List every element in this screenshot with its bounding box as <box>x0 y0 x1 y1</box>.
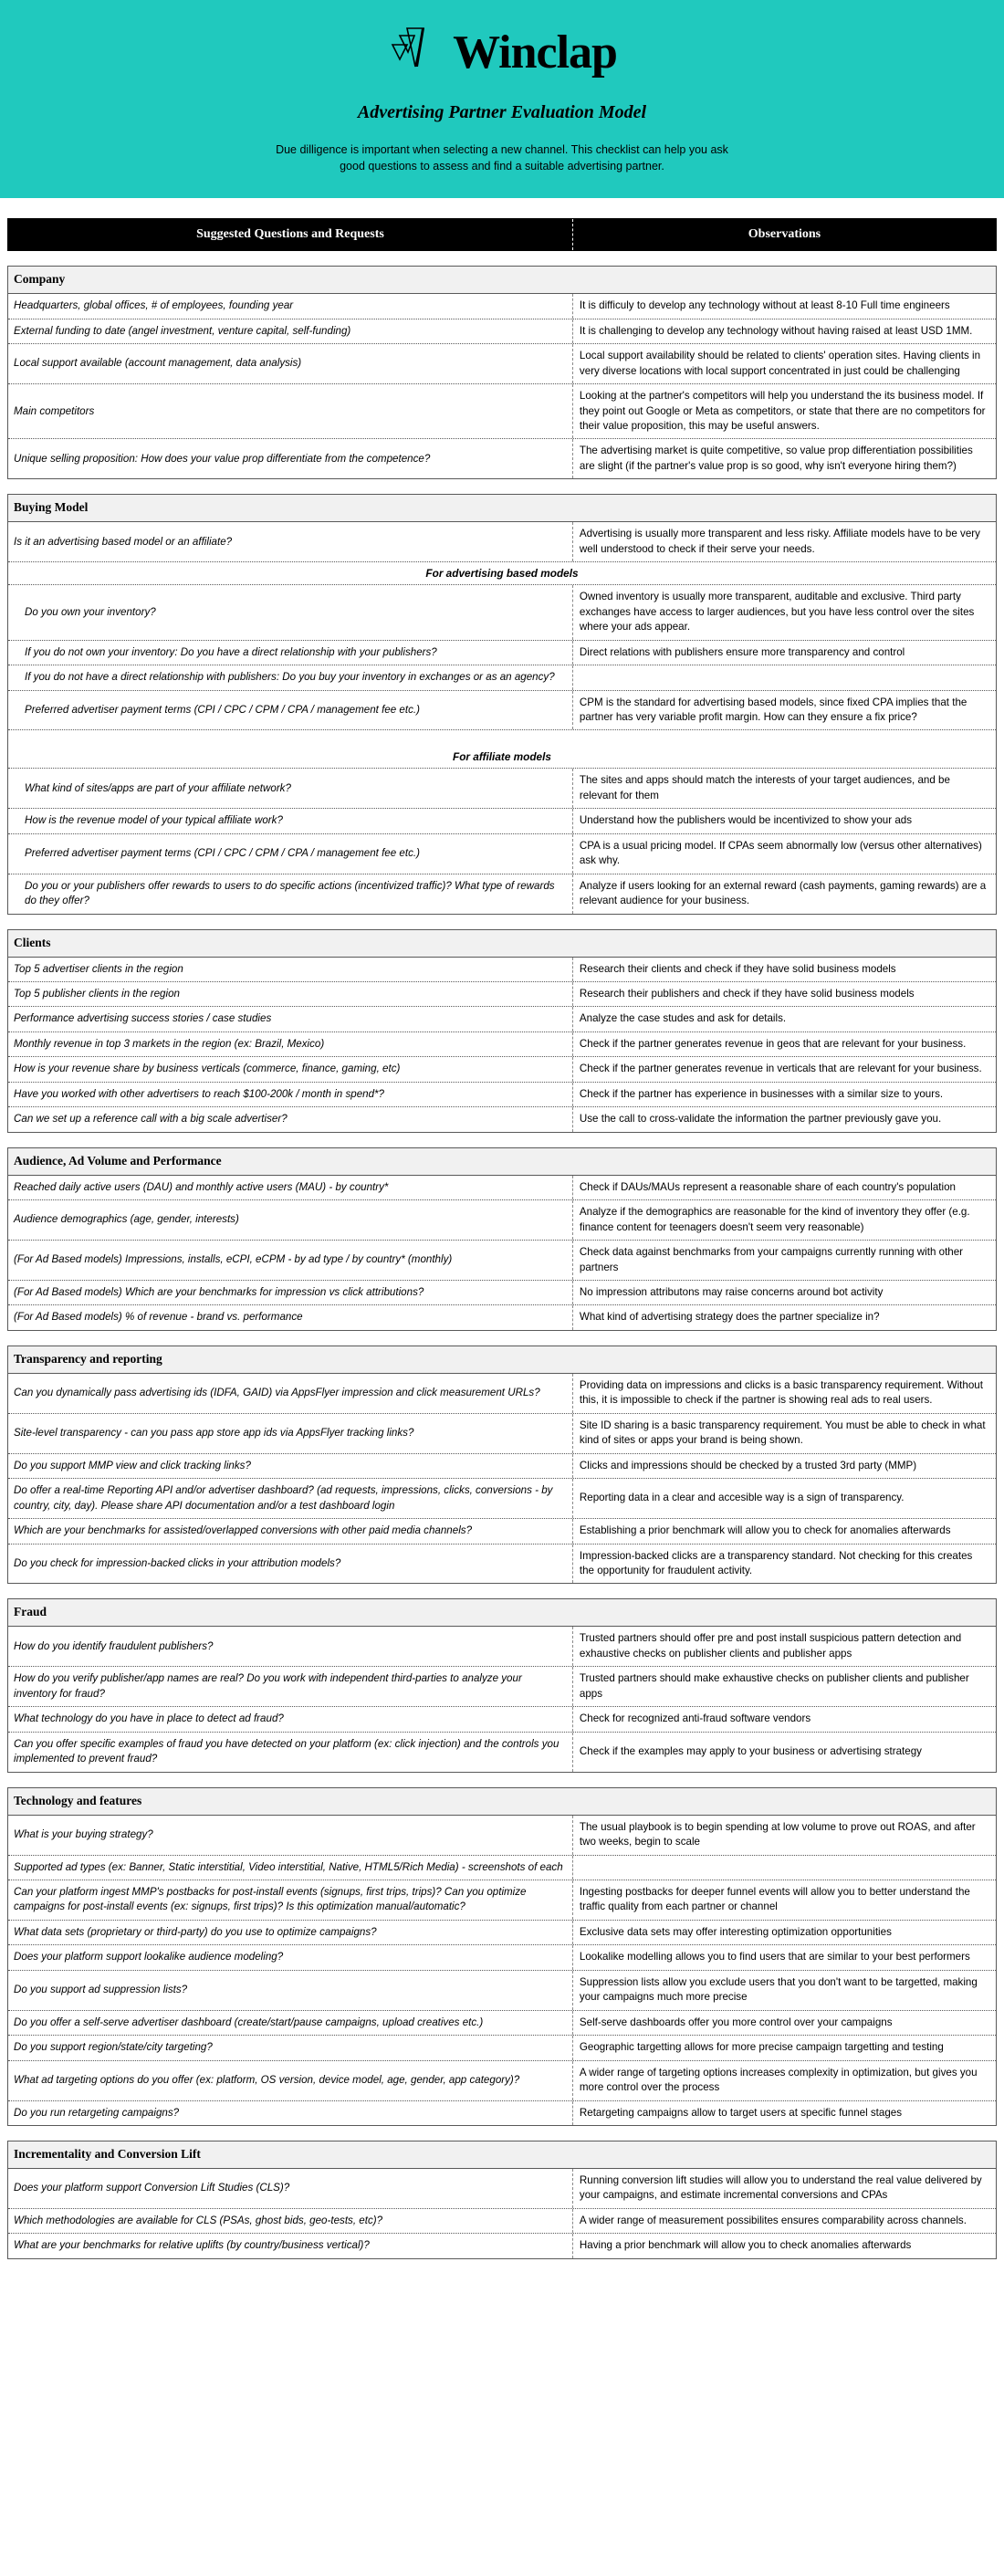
observation-cell: Geographic targetting allows for more precise campaign targetting and testing <box>579 2041 944 2054</box>
observation-cell: It is difficuly to develop any technology without at least 8-10 Full time engineers <box>579 299 950 312</box>
question-cell: Do you support region/state/city targeting? <box>8 2036 573 2059</box>
question-cell: What is your buying strategy? <box>8 1816 573 1855</box>
question-cell: Does your platform support lookalike audience modeling? <box>8 1945 573 1969</box>
table-row <box>8 1945 996 1970</box>
question-cell: Does your platform support Conversion Lift Studies (CLS)? <box>8 2169 573 2208</box>
question-cell: What data sets (proprietary or third-party) do you use to optimize campaigns? <box>8 1921 573 1944</box>
observation-cell: Analyze the case studes and ask for details. <box>579 1012 787 1025</box>
table-row <box>8 2101 996 2125</box>
question-cell: Performance advertising success stories / case studies <box>8 1007 573 1031</box>
observation-cell: Self-serve dashboards offer you more control over your campaigns <box>579 2016 893 2028</box>
question-cell: Can you offer specific examples of fraud you have detected on your platform (ex: click injection) and the controls you implemented to prevent fraud? <box>8 1733 573 1772</box>
observation-cell: Check data against benchmarks from your campaigns currently running with other partners <box>579 1246 964 1273</box>
checklist-section <box>7 1598 997 1772</box>
table-row <box>8 769 996 809</box>
question-cell: Do you support ad suppression lists? <box>8 1971 573 2010</box>
question-cell: Do offer a real-time Reporting API and/or advertiser dashboard? (ad requests, impressions, clicks, conversions - by country, city, day). Please share API documentation and/or a test dashboard login <box>8 1479 573 1518</box>
table-row <box>8 344 996 384</box>
question-cell: What kind of sites/apps are part of your affiliate network? <box>8 769 573 808</box>
table-row <box>8 1733 996 1772</box>
observation-cell <box>573 1856 996 1880</box>
section-subheading: For affiliate models <box>8 730 996 769</box>
observation-cell: Analyze if users looking for an external reward (cash payments, gaming rewards) are a relevant audience for your business. <box>579 879 987 907</box>
observation-cell: Running conversion lift studies will allow you to understand the real value delivered by your campaigns, and estimate incremental conversions and CPAs <box>579 2173 982 2202</box>
observation-cell: Analyze if the demographics are reasonable for the kind of inventory they offer (e.g. finance content for teenagers doesn't seem very reasonable) <box>579 1206 970 1233</box>
observation-cell: Suppression lists allow you exclude users that you don't want to be targetted, making your campaigns much more precise <box>579 1975 978 2004</box>
table-row <box>8 2011 996 2036</box>
question-cell: Audience demographics (age, gender, interests) <box>8 1200 573 1240</box>
table-row <box>8 1007 996 1031</box>
question-cell: Monthly revenue in top 3 markets in the region (ex: Brazil, Mexico) <box>8 1032 573 1056</box>
table-row <box>8 641 996 665</box>
observation-cell: Trusted partners should offer pre and post install suspicious pattern detection and exhaustive checks on publisher clients and publisher apps <box>579 1632 962 1660</box>
table-row <box>8 1880 996 1921</box>
observation-cell: Retargeting campaigns allow to target users at specific funnel stages <box>579 2106 903 2119</box>
question-cell: Do you check for impression-backed clicks in your attribution models? <box>8 1545 573 1584</box>
question-cell: What technology do you have in place to detect ad fraud? <box>8 1707 573 1731</box>
observation-cell: Clicks and impressions should be checked by a trusted 3rd party (MMP) <box>579 1459 917 1471</box>
observation-cell: Research their publishers and check if they have solid business models <box>579 988 915 1000</box>
table-row <box>8 1241 996 1281</box>
observation-cell: Understand how the publishers would be incentivized to show your ads <box>579 814 913 827</box>
section-subheading: For advertising based models <box>8 562 996 585</box>
question-cell: Do you offer a self-serve advertiser dashboard (create/start/pause campaigns, upload creatives etc.) <box>8 2011 573 2035</box>
question-cell: Can your platform ingest MMP's postbacks for post-install events (signups, first trips, trips)? Can you optimize campaigns for post-install events (ex: signups, first trips)? Is this optimization manual/automatic? <box>8 1880 573 1920</box>
table-row <box>8 1305 996 1329</box>
table-row <box>8 1519 996 1544</box>
column-header-questions: Suggested Questions and Requests <box>8 219 573 250</box>
table-row <box>8 665 996 690</box>
table-row <box>8 2061 996 2101</box>
table-row <box>8 1971 996 2011</box>
table-row <box>8 1057 996 1082</box>
table-row <box>8 1667 996 1707</box>
table-row <box>8 1107 996 1131</box>
observation-cell: Research their clients and check if they have solid business models <box>579 962 896 975</box>
table-row <box>8 1545 996 1584</box>
question-cell: Do you or your publishers offer rewards to users to do specific actions (incentivized traffic)? What type of rewards do they offer? <box>8 874 573 914</box>
observation-cell: Ingesting postbacks for deeper funnel events will allow you to better understand the traffic quality from each partner or channel <box>579 1885 970 1913</box>
checklist-section <box>7 1147 997 1331</box>
question-cell: What are your benchmarks for relative uplifts (by country/business vertical)? <box>8 2234 573 2257</box>
section-title: Transparency and reporting <box>8 1346 996 1374</box>
section-title: Company <box>8 267 996 294</box>
observation-cell: Check for recognized anti-fraud software vendors <box>579 1712 811 1725</box>
section-title: Buying Model <box>8 495 996 522</box>
page-subtitle-line-2: good questions to assess and find a suitable advertising partner. <box>340 160 664 173</box>
observation-cell: A wider range of targeting options increases complexity in optimization, but gives you more control over the process <box>579 2066 978 2094</box>
observation-cell: Check if the partner has experience in businesses with a similar size to yours. <box>579 1087 944 1100</box>
checklist-section <box>7 2141 997 2259</box>
observation-cell: Reporting data in a clear and accesible way is a sign of transparency. <box>579 1492 905 1504</box>
question-cell: Supported ad types (ex: Banner, Static interstitial, Video interstitial, Native, HTML5/Rich Media) - screenshots of each <box>8 1856 573 1880</box>
observation-cell: Owned inventory is usually more transparent, auditable and exclusive. Third party exchanges have access to larger audiences, but you have less control over the sites where your ads appear. <box>579 591 975 634</box>
observation-cell: Site ID sharing is a basic transparency requirement. You must be able to check in what kind of sites or apps your brand is being shown. <box>579 1419 986 1447</box>
observation-cell: Check if DAUs/MAUs represent a reasonable share of each country's population <box>579 1180 956 1193</box>
page-subtitle <box>173 141 831 174</box>
checklist-section <box>7 929 997 1133</box>
observation-cell: It is challenging to develop any technology without having raised at least USD 1MM. <box>579 324 973 337</box>
observation-cell: The advertising market is quite competitive, so value prop differentiation possibilities are slight (if the partner's value prop is so good, why isn't everyone hiring them?) <box>579 445 973 472</box>
brand-wordmark: Winclap <box>453 26 617 79</box>
observation-cell: Check if the examples may apply to your business or advertising strategy <box>579 1744 922 1757</box>
question-cell: Which are your benchmarks for assisted/overlapped conversions with other paid media channels? <box>8 1519 573 1543</box>
table-row <box>8 585 996 640</box>
question-cell: Headquarters, global offices, # of employees, founding year <box>8 294 573 318</box>
question-cell: (For Ad Based models) Which are your benchmarks for impression vs click attributions? <box>8 1281 573 1304</box>
checklist-section <box>7 1346 997 1585</box>
question-cell: How is your revenue share by business verticals (commerce, finance, gaming, etc) <box>8 1057 573 1081</box>
question-cell: Preferred advertiser payment terms (CPI / CPC / CPM / CPA / management fee etc.) <box>8 691 573 730</box>
table-column-header <box>7 218 997 251</box>
observation-cell: Advertising is usually more transparent and less risky. Affiliate models have to be very well understood to check if their serve your needs. <box>579 528 980 555</box>
table-row <box>8 439 996 478</box>
question-cell: How do you verify publisher/app names are real? Do you work with independent third-parties to analyze your inventory for fraud? <box>8 1667 573 1706</box>
section-title: Incrementality and Conversion Lift <box>8 2141 996 2169</box>
observation-cell: Exclusive data sets may offer interesting optimization opportunities <box>579 1925 892 1938</box>
observation-cell: Check if the partner generates revenue in verticals that are relevant for your business. <box>579 1063 982 1075</box>
question-cell: Can we set up a reference call with a big scale advertiser? <box>8 1107 573 1131</box>
table-row <box>8 1374 996 1414</box>
question-cell: Do you own your inventory? <box>8 585 573 639</box>
table-row <box>8 834 996 874</box>
brand-lockup <box>0 20 1004 86</box>
table-row <box>8 1454 996 1479</box>
table-row <box>8 1083 996 1107</box>
question-cell: Do you support MMP view and click tracking links? <box>8 1454 573 1478</box>
column-header-observations: Observations <box>748 227 821 242</box>
question-cell: Reached daily active users (DAU) and monthly active users (MAU) - by country* <box>8 1176 573 1199</box>
observation-cell: Impression-backed clicks are a transparency standard. Not checking for this creates the opportunity for fraudulent activity. <box>579 1549 973 1576</box>
question-cell: (For Ad Based models) Impressions, installs, eCPI, eCPM - by ad type / by country* (monthly) <box>8 1241 573 1280</box>
section-title: Clients <box>8 930 996 958</box>
question-cell: Local support available (account management, data analysis) <box>8 344 573 383</box>
question-cell: Have you worked with other advertisers to reach $100-200k / month in spend*? <box>8 1083 573 1106</box>
observation-cell: Use the call to cross-validate the information the partner previously gave you. <box>579 1113 942 1126</box>
table-row <box>8 1414 996 1454</box>
page-title: Advertising Partner Evaluation Model <box>357 102 647 122</box>
hero-banner <box>0 0 1004 198</box>
table-row <box>8 1176 996 1200</box>
table-row <box>8 294 996 319</box>
question-cell: Main competitors <box>8 384 573 438</box>
observation-cell: Local support availability should be related to clients' operation sites. Having clients in very diverse locations with local support concentrated in just could be challenging <box>579 350 981 377</box>
table-row <box>8 2036 996 2060</box>
question-cell: Unique selling proposition: How does your value prop differentiate from the competence? <box>8 439 573 478</box>
question-cell: What ad targeting options do you offer (ex: platform, OS version, device model, age, gender, app category)? <box>8 2061 573 2100</box>
table-row <box>8 1200 996 1241</box>
winclap-triangles-logo-icon <box>387 25 444 81</box>
question-cell: Preferred advertiser payment terms (CPI / CPC / CPM / CPA / management fee etc.) <box>8 834 573 874</box>
table-row <box>8 1921 996 1945</box>
observation-cell: Establishing a prior benchmark will allow you to check for anomalies afterwards <box>579 1524 951 1537</box>
table-row <box>8 522 996 562</box>
observation-cell: CPM is the standard for advertising based models, since fixed CPA implies that the partner has very variable profit margin. How can they ensure a fix price? <box>579 696 967 723</box>
table-row <box>8 1281 996 1305</box>
observation-cell: Lookalike modelling allows you to find users that are similar to your best performers <box>579 1951 970 1963</box>
observation-cell: Direct relations with publishers ensure more transparency and control <box>579 645 905 658</box>
table-row <box>8 874 996 914</box>
observation-cell: Providing data on impressions and clicks is a basic transparency requirement. Without this, it is impossible to check if the partner is showing real ads to real users. <box>579 1378 983 1407</box>
observation-cell: A wider range of measurement possibilites ensures comparability across channels. <box>579 2214 967 2226</box>
checklist-section <box>7 266 997 479</box>
table-row <box>8 691 996 731</box>
table-row <box>8 384 996 439</box>
observation-cell: No impression attributons may raise concerns around bot activity <box>579 1286 884 1299</box>
table-row <box>8 2209 996 2234</box>
observation-cell: The usual playbook is to begin spending at low volume to prove out ROAS, and after two weeks, begin to scale <box>579 1820 976 1848</box>
observation-cell: What kind of advertising strategy does the partner specialize in? <box>579 1311 880 1324</box>
question-cell: If you do not own your inventory: Do you have a direct relationship with your publishers? <box>8 641 573 665</box>
sections-container <box>7 266 997 2259</box>
table-row <box>8 319 996 344</box>
checklist-section <box>7 494 997 914</box>
table-row <box>8 1856 996 1880</box>
observation-cell: CPA is a usual pricing model. If CPAs seem abnormally low (versus other alternatives) ask why. <box>579 839 982 867</box>
question-cell: Top 5 advertiser clients in the region <box>8 958 573 981</box>
table-row <box>8 982 996 1007</box>
table-row <box>8 1627 996 1667</box>
table-row <box>8 958 996 982</box>
table-row <box>8 2234 996 2257</box>
observation-cell: Check if the partner generates revenue in geos that are relevant for your business. <box>579 1037 967 1050</box>
table-row <box>8 1707 996 1732</box>
checklist-section <box>7 1787 997 2126</box>
observation-cell: Looking at the partner's competitors will help you understand the its business model. If they point out Google or Meta as competitors, or state that there are no competitors for their value proposition, this may be useful answers. <box>579 390 986 432</box>
question-cell: Site-level transparency - can you pass app store app ids via AppsFlyer tracking links? <box>8 1414 573 1453</box>
section-title: Fraud <box>8 1599 996 1627</box>
question-cell: External funding to date (angel investment, venture capital, self-funding) <box>8 319 573 343</box>
table-row <box>8 1816 996 1856</box>
table-row <box>8 809 996 833</box>
observation-cell: Having a prior benchmark will allow you to check anomalies afterwards <box>579 2239 912 2252</box>
table-row <box>8 1479 996 1519</box>
table-row <box>8 2169 996 2209</box>
question-cell: If you do not have a direct relationship with publishers: Do you buy your inventory in exchanges or as an agency? <box>8 665 573 689</box>
observation-cell: The sites and apps should match the interests of your target audiences, and be relevant for them <box>579 774 950 801</box>
question-cell: Do you run retargeting campaigns? <box>8 2101 573 2125</box>
checklist-sheet <box>0 218 1004 2278</box>
table-row <box>8 1032 996 1057</box>
question-cell: Is it an advertising based model or an affiliate? <box>8 522 573 561</box>
question-cell: Which methodologies are available for CLS (PSAs, ghost bids, geo-tests, etc)? <box>8 2209 573 2233</box>
observation-cell <box>573 665 996 689</box>
section-title: Technology and features <box>8 1788 996 1816</box>
section-title: Audience, Ad Volume and Performance <box>8 1148 996 1176</box>
page-subtitle-line-1: Due dilligence is important when selecting a new channel. This checklist can help you ask <box>276 143 728 156</box>
question-cell: How do you identify fraudulent publishers? <box>8 1627 573 1666</box>
question-cell: How is the revenue model of your typical affiliate work? <box>8 809 573 832</box>
question-cell: Top 5 publisher clients in the region <box>8 982 573 1006</box>
observation-cell: Trusted partners should make exhaustive checks on publisher clients and publisher apps <box>579 1672 969 1700</box>
question-cell: (For Ad Based models) % of revenue - brand vs. performance <box>8 1305 573 1329</box>
question-cell: Can you dynamically pass advertising ids (IDFA, GAID) via AppsFlyer impression and click measurement URLs? <box>8 1374 573 1413</box>
